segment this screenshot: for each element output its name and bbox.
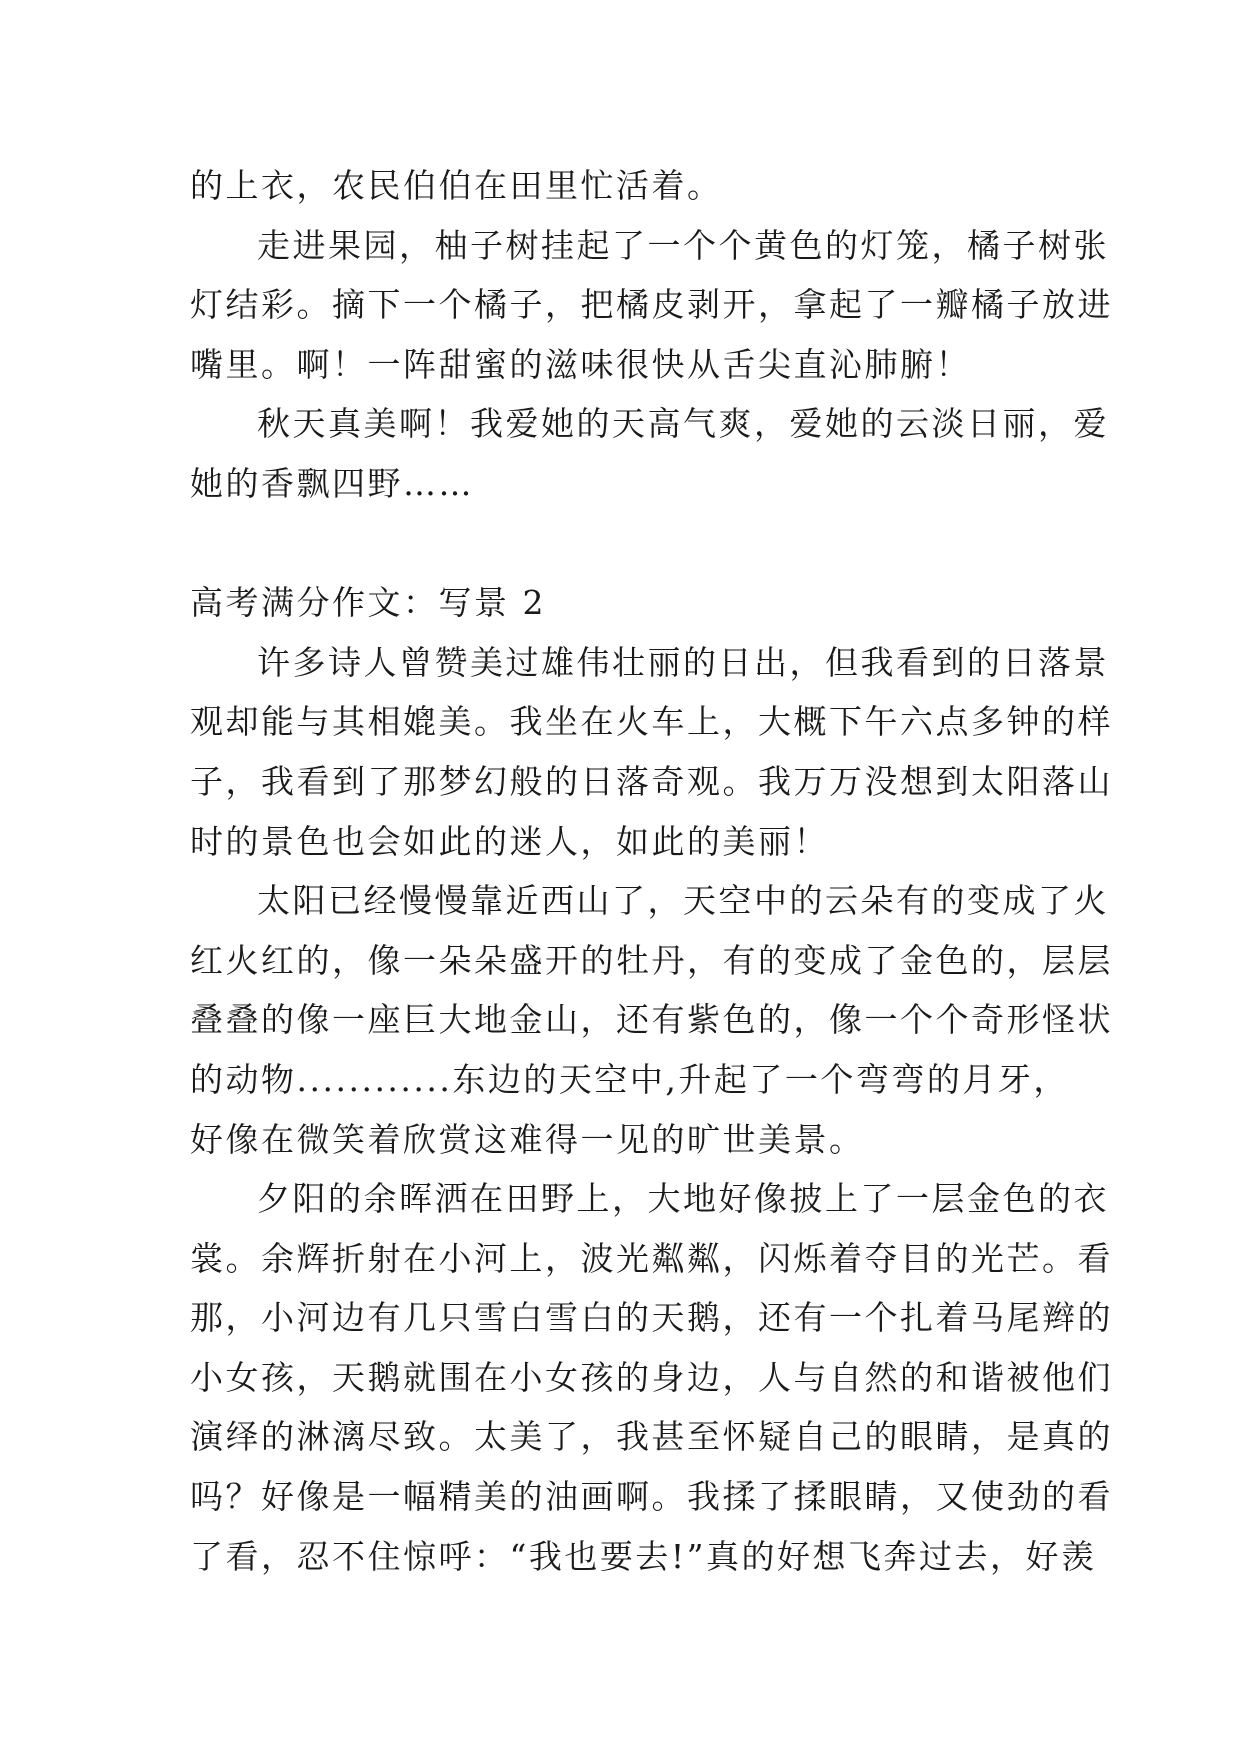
text-line: 好像在微笑着欣赏这难得一见的旷世美景。 [190, 1119, 865, 1159]
text-line: 观却能与其相媲美。我坐在火车上，大概下午六点多钟的样 [190, 702, 1113, 742]
text-line: 小女孩，天鹅就围在小女孩的身边，人与自然的和谐被他们 [190, 1357, 1113, 1397]
paragraph-start-line: 许多诗人曾赞美过雄伟壮丽的日出，但我看到的日落景 [257, 642, 1109, 682]
paragraph-start-line: 夕阳的余晖洒在田野上，大地好像披上了一层金色的衣 [257, 1179, 1109, 1219]
blank-line [190, 514, 1060, 574]
text-line: 嘴里。啊！一阵甜蜜的滋味很快从舌尖直沁肺腑！ [190, 344, 971, 384]
text-line: 灯结彩。摘下一个橘子，把橘皮剥开，拿起了一瓣橘子放进 [190, 285, 1113, 325]
paragraph-start-line: 太阳已经慢慢靠近西山了，天空中的云朵有的变成了火 [257, 881, 1109, 921]
text-line: 演绎的淋漓尽致。太美了，我甚至怀疑自己的眼睛，是真的 [190, 1417, 1113, 1457]
text-line: 的上衣，农民伯伯在田里忙活着。 [190, 166, 723, 205]
text-line: 那，小河边有几只雪白雪白的天鹅，还有一个扎着马尾辫的 [190, 1298, 1113, 1338]
text-line: 叠叠的像一座巨大地金山，还有紫色的，像一个个奇形怪状 [190, 1000, 1113, 1040]
paragraph-start-line: 走进果园，柚子树挂起了一个个黄色的灯笼，橘子树张 [257, 225, 1109, 265]
text-line: 时的景色也会如此的迷人，如此的美丽！ [190, 821, 829, 861]
text-line: 子，我看到了那梦幻般的日落奇观。我万万没想到太阳落山 [190, 761, 1113, 801]
text-line: 的动物............东边的天空中,升起了一个弯弯的月牙， [190, 1059, 1069, 1099]
paragraph-start-line: 秋天真美啊！我爱她的天高气爽，爱她的云淡日丽，爱 [257, 404, 1109, 444]
text-line: 裳。余辉折射在小河上，波光粼粼，闪烁着夺目的光芒。看 [190, 1238, 1113, 1278]
text-line: 红火红的，像一朵朵盛开的牡丹，有的变成了金色的，层层 [190, 940, 1113, 980]
section-heading: 高考满分作文：写景 2 [190, 583, 546, 623]
document-body [190, 156, 1113, 1586]
text-line: 吗？好像是一幅精美的油画啊。我揉了揉眼睛，又使劲的看 [190, 1477, 1113, 1517]
text-line: 她的香飘四野…… [190, 463, 474, 503]
text-line: 了看，忍不住惊呼：“我也要去!”真的好想飞奔过去，好羡 [190, 1536, 1097, 1576]
